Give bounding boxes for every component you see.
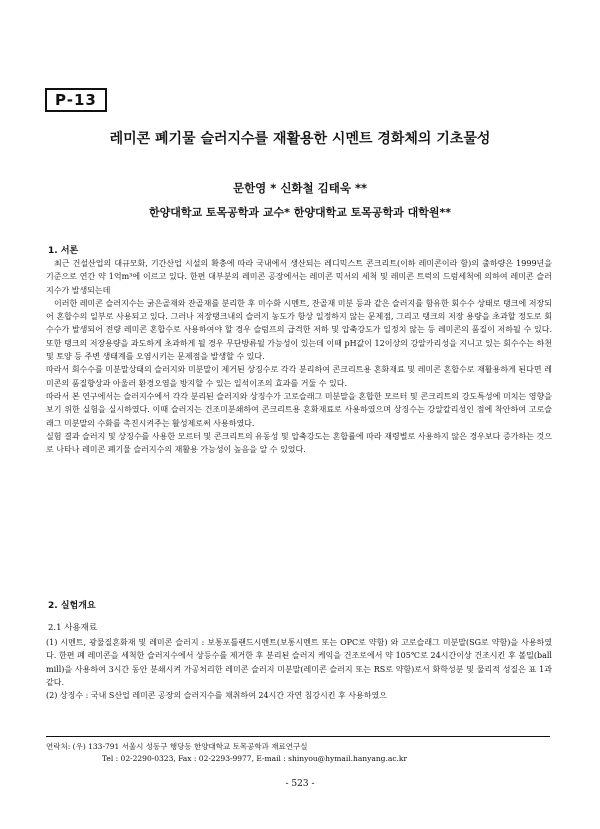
paper-title: 레미콘 폐기물 슬러지수를 재활용한 시멘트 경화체의 기초물성 bbox=[109, 131, 491, 147]
paragraph: 따라서 본 연구에서는 슬러지수에서 각각 분리된 슬러지와 상징수가 고로슬래그 미분말을 혼합한 모르터 및 콘크리트의 강도특성에 미치는 영향을 보기 위한 실험을 실시하였다. 이때 슬러지는 건조미분쇄하여 콘크리트용 혼화재료로 사용하였으며 상징수는 강알칼리성인 점에 착안하여 고로슬래그 미분말의 수화를 촉진시켜주는 활성제로써 사용하였다. bbox=[46, 391, 552, 428]
paragraph: 이러한 레미콘 슬러지수는 굵은골재와 잔골재를 분리한 후 미수화 시멘트, 잔골재 미분 등과 같은 슬러지를 함유한 회수수 상태로 탱크에 저장되어 혼합수의 일부로 사용되고 있다. 그러나 저장탱크내의 슬러지 농도가 항상 일정하지 않는 문제점, 그리고 탱크의 저장 용량을 초과할 정도로 회수수가 발생되어 전량 레미콘 혼합수로 사용하여야 할 경우 슬럼프의 급격한 저하 및 압축강도가 일정치 않는 등 레미콘의 품질이 저하될 수 있다. 또한 탱크의 저장용량을 과도하게 초과하게 될 경우 무단방류될 가능성이 있는데 이때 pH값이 12이상의 강알카리성을 지니고 있는 회수수는 하천 및 토양 등 주변 생태계를 오염시키는 문제점을 발생할 수 있다. bbox=[46, 298, 552, 362]
paragraph: 실험 결과 슬러지 및 상징수를 사용한 모르터 및 콘크리트의 유동성 및 압축강도는 혼합률에 따라 재령별로 사용하지 않은 경우보다 증가하는 것으로 나타나 레미콘 폐기물 슬러지수의 재활용 가능성이 높음을 알 수 있었다. bbox=[46, 431, 552, 455]
paragraph: (2) 상징수 : 국내 S산업 레미콘 공장의 슬러지수를 채취하여 24시간 자연 침강시킨 후 사용하였으 bbox=[46, 691, 387, 701]
footer-divider bbox=[46, 736, 550, 737]
affiliations: 한양대학교 토목공학과 교수* 한양대학교 토목공학과 대학원** bbox=[148, 206, 452, 219]
paragraph: (1) 시멘트, 광물질혼화재 및 레미콘 슬러지 : 보통포틀랜드시멘트(보통시멘트 또는 OPC로 약함) 와 고로슬래그 미분말(SG로 약함)을 사용하였다. 한편 폐 레미콘을 세척한 슬러지수에서 상등수를 제거한 후 분리된 슬러지 케익을 건조로에서 약 105℃로 24시간이상 건조시킨 후 볼밀(ball mill)을 사용하여 3시간 동안 분쇄시켜 가공처리한 레미콘 슬러지 미분말(레미콘 슬러지 또는 RS로 약함)로서 화학성분 및 물리적 성질은 표 1과 같다. bbox=[46, 638, 552, 687]
section-1-body bbox=[46, 257, 552, 456]
paper-id-box: P-13 bbox=[45, 88, 107, 112]
page-number: - 523 - bbox=[285, 779, 315, 789]
authors: 문한영 * 신화철 김태욱 ** bbox=[232, 181, 368, 195]
paragraph: 따라서 회수수를 미분말상태의 슬러지와 미분말이 제거된 상징수로 각각 분리하여 콘크리트용 혼화재료 및 레미콘 혼합수로 재활용하게 된다면 레미콘의 품질향상과 아울러 환경오염을 방지할 수 있는 일석이조의 효과를 거둘 수 있다. bbox=[46, 365, 552, 388]
footer-tel: Tel : 02-2290-0323, Fax : 02-2293-9977, E-mail : shinyou@hymail.hanyang.ac.kr bbox=[102, 754, 408, 763]
footer-contact: 연락처: (우) 133-791 서울시 성동구 행당동 한양대학교 토목공학과 재료연구실 bbox=[46, 742, 308, 751]
section-2-body bbox=[46, 636, 552, 702]
section-2-heading: 2. 실험개요 bbox=[48, 601, 96, 611]
paragraph: 최근 건설산업의 대규모화, 기간산업 시설의 확충에 따라 국내에서 생산되는 레디믹스트 콘크리트(이하 레미콘이라 함)의 출하량은 1999년을 기준으로 연간 약 1억m³에 이르고 있다. 한편 대부분의 레미콘 공장에서는 레미콘 믹서의 세척 및 레미콘 트럭의 드럼세척에 의하여 레미콘 슬러지수가 발생되는데 bbox=[46, 259, 552, 295]
section-1-heading: 1. 서론 bbox=[48, 246, 79, 256]
subsection-2-1-heading: 2.1 사용재료 bbox=[48, 623, 98, 633]
